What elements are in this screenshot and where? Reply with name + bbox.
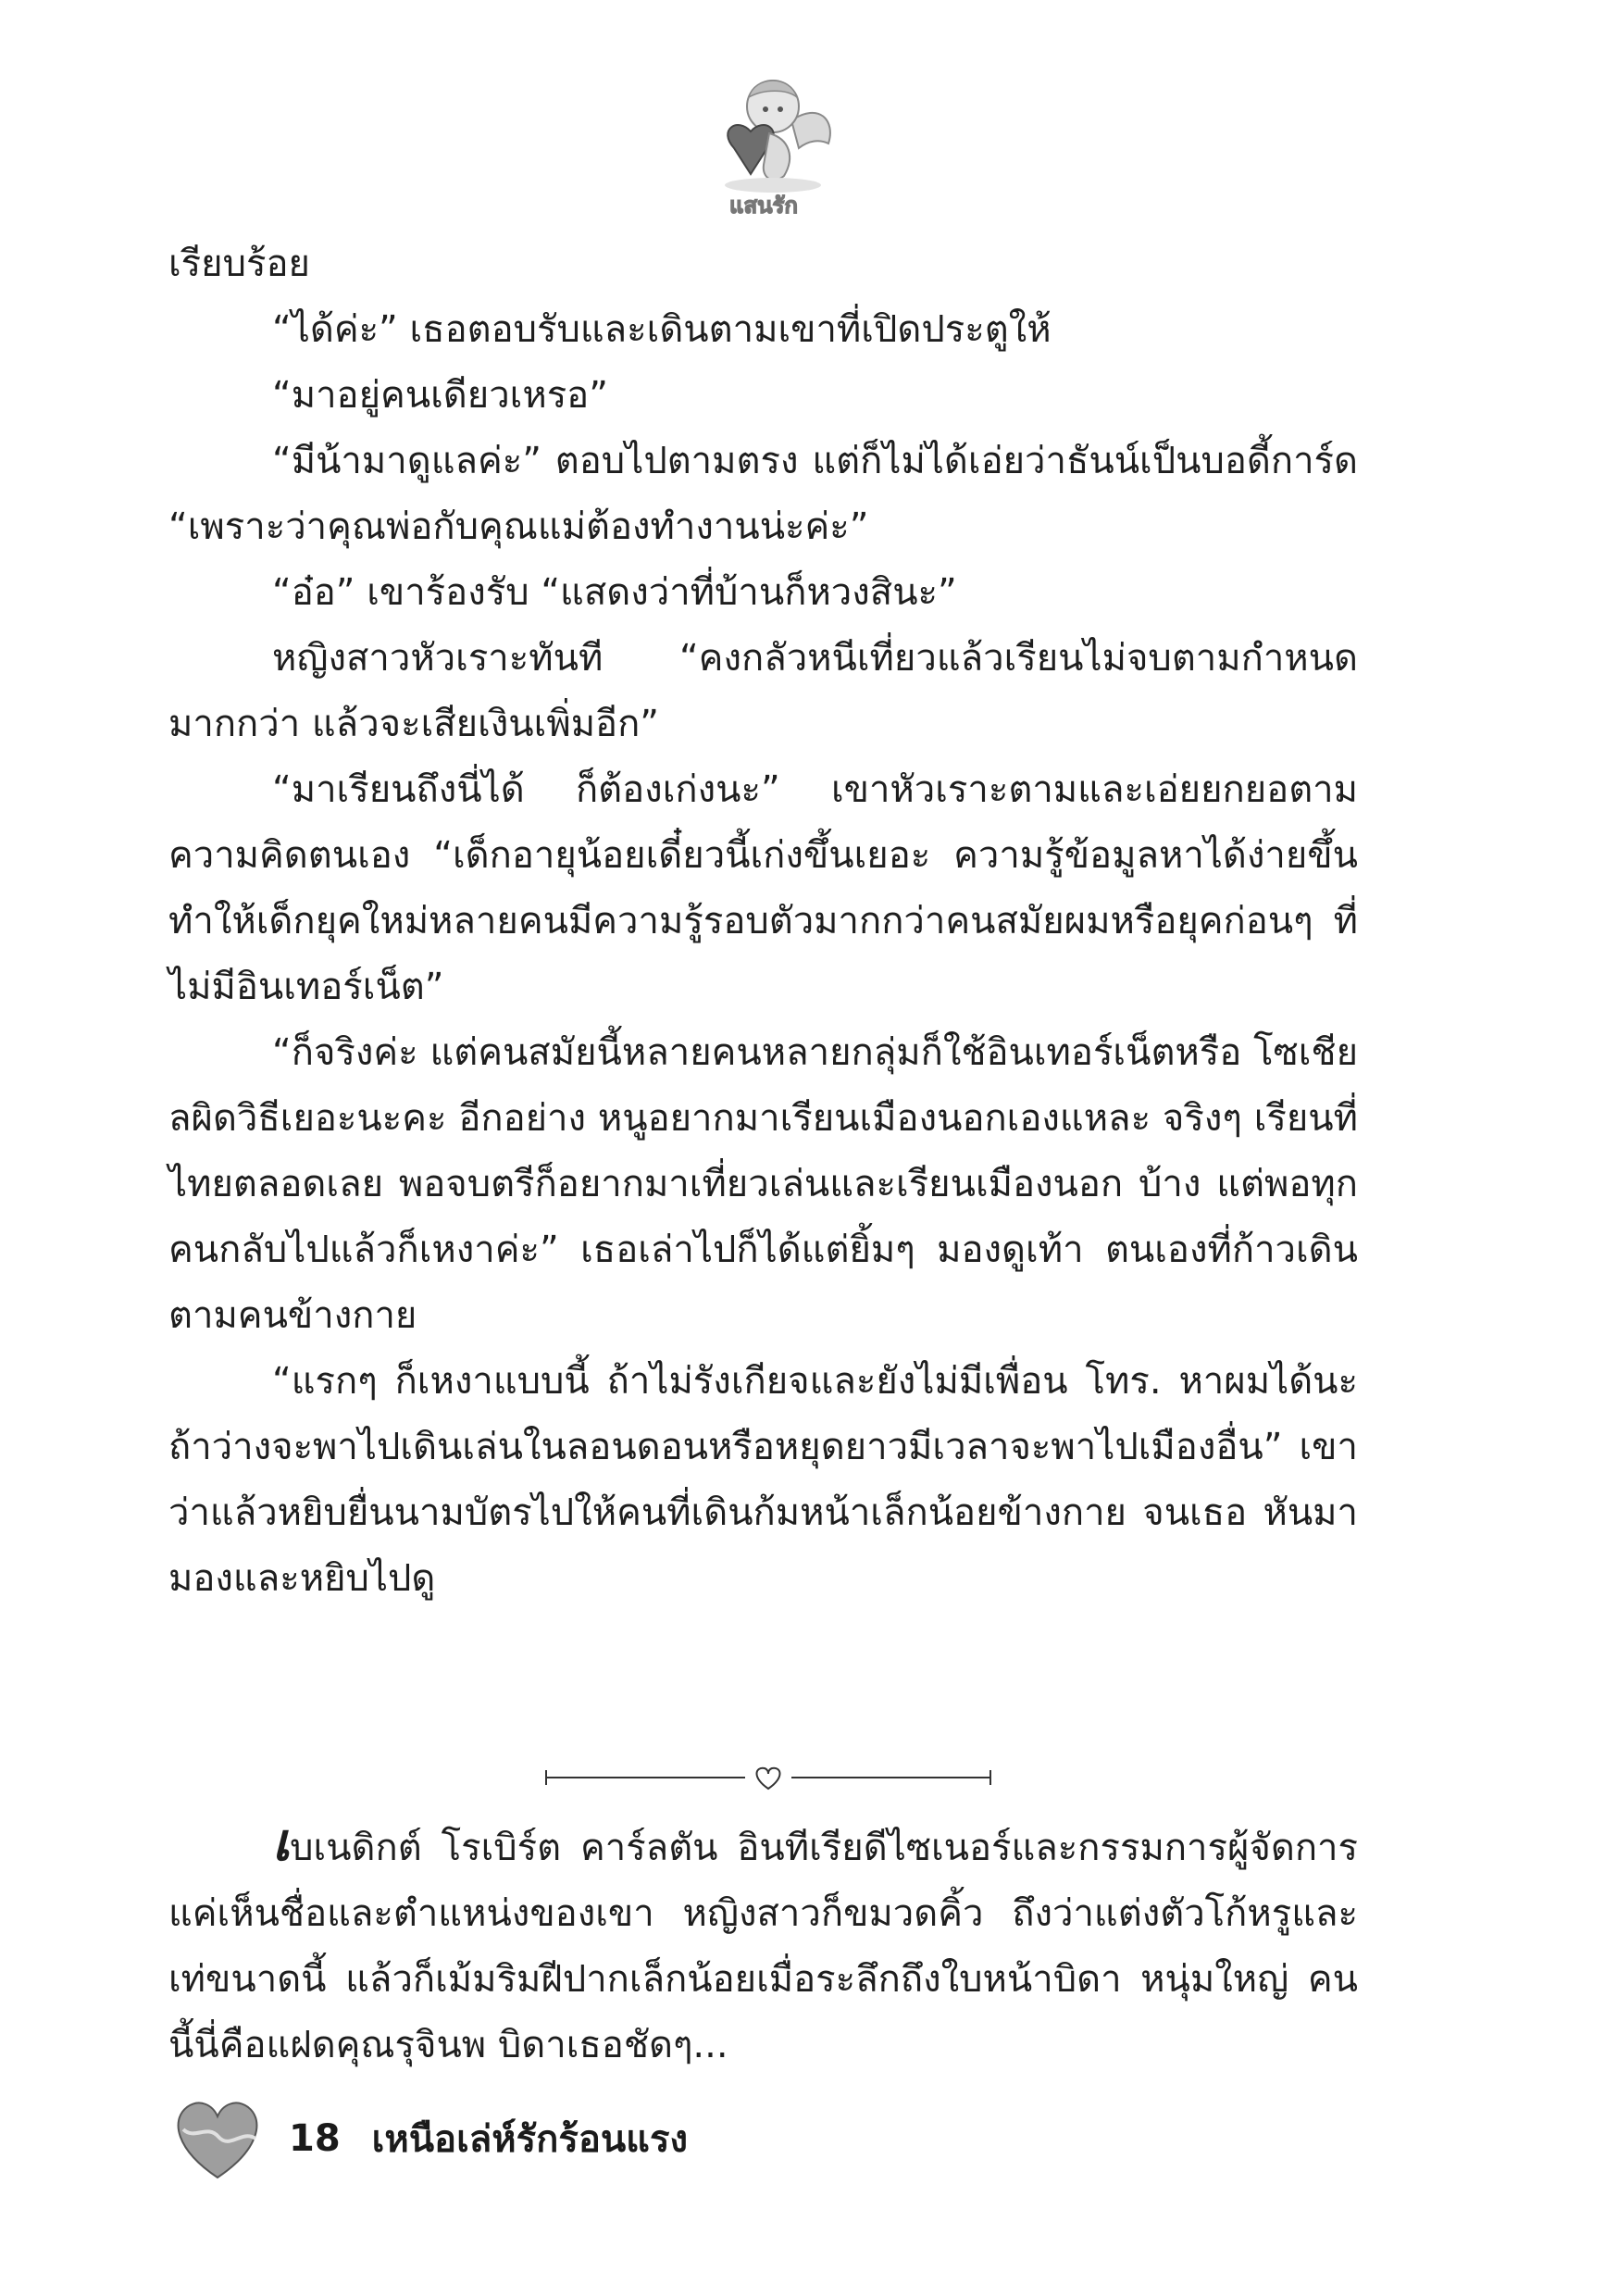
section-two-text: บเนดิกต์ โรเบิร์ต คาร์ลตัน อินทีเรียดีไซเนอร์และกรรมการผู้จัดการ แค่เห็นชื่อและตำแหน่งของเขา หญิงสาวก็ขมวดคิ้ว ถึงว่าแต่งตัวโก้หรูและ เท่ขนาดนี้ แล้วก็เม้มริมฝีปากเล็กน้อยเมื่อระลึกถึงใบหน้าบิดา หนุ่มใหญ่ คนนี้นี่คือแฝดคุณรุจินพ บิดาเธอชัดๆ... — [168, 1827, 1358, 2066]
svg-text:แสนรัก: แสนรัก — [729, 193, 798, 218]
page-number: 18 — [289, 2117, 341, 2160]
heart-divider-icon — [537, 1759, 1000, 1796]
paragraph: “อ๋อ” เขาร้องรับ “แสดงว่าที่บ้านก็หวงสินะ” — [272, 571, 957, 614]
cupid-heart-logo-icon — [680, 56, 847, 222]
page-footer — [167, 2088, 688, 2190]
drop-letter: เ — [272, 1812, 291, 1873]
paragraph: “มาเรียนถึงนี่ได้ ก็ต้องเก่งนะ” เขาหัวเราะตามและเอ่ยยกยอตาม ความคิดตนเอง “เด็กอายุน้อยเดี๋ยวนี้เก่งขึ้นเยอะ ความรู้ข้อมูลหาได้ง่ายขึ้น ทำให้เด็กยุคใหม่หลายคนมีความรู้รอบตัวมากกว่าคนสมัยผมหรือยุคก่อนๆ ที่ไม่มีอินเทอร์เน็ต” — [168, 768, 1358, 1008]
footer-heart-icon — [167, 2092, 268, 2185]
story-body — [168, 231, 1358, 1612]
paragraph: “ก็จริงค่ะ แต่คนสมัยนี้หลายคนหลายกลุ่มก็ใช้อินเทอร์เน็ตหรือ โซเชียลผิดวิธีเยอะนะคะ อีกอย่าง หนูอยากมาเรียนเมืองนอกเองแหละ จริงๆ เรียนที่ไทยตลอดเลย พอจบตรีก็อยากมาเที่ยวเล่นและเรียนเมืองนอก บ้าง แต่พอทุกคนกลับไปแล้วก็เหงาค่ะ” เธอเล่าไปก็ได้แต่ยิ้มๆ มองดูเท้า ตนเองที่ก้าวเดินตามคนข้างกาย — [168, 1031, 1358, 1337]
paragraph — [168, 1810, 1358, 2078]
paragraph: “แรกๆ ก็เหงาแบบนี้ ถ้าไม่รังเกียจและยังไม่มีเพื่อน โทร. หาผมได้นะ ถ้าว่างจะพาไปเดินเล่นในลอนดอนหรือหยุดยาวมีเวลาจะพาไปเมืองอื่น” เขาว่าแล้วหยิบยื่นนามบัตรไปให้คนที่เดินก้มหน้าเล็กน้อยข้างกาย จนเธอ หันมามองและหยิบไปดู — [168, 1360, 1358, 1600]
paragraph: “มีน้ามาดูแลค่ะ” ตอบไปตามตรง แต่ก็ไม่ได้เอ่ยว่าธันน์เป็นบอดี้การ์ด “เพราะว่าคุณพ่อกับคุณแม่ต้องทำงานน่ะค่ะ” — [168, 440, 1358, 548]
paragraph: เรียบร้อย — [168, 243, 310, 285]
paragraph: “ได้ค่ะ” เธอตอบรับและเดินตามเขาที่เปิดประตูให้ — [272, 308, 1052, 351]
paragraph: หญิงสาวหัวเราะทันที “คงกลัวหนีเที่ยวแล้วเรียนไม่จบตามกำหนด มากกว่า แล้วจะเสียเงินเพิ่มอีก” — [168, 637, 1358, 745]
section-two — [168, 1810, 1358, 2078]
book-title: เหนือเล่ห์รักร้อนแรง — [371, 2118, 688, 2161]
paragraph: “มาอยู่คนเดียวเหรอ” — [272, 374, 608, 417]
